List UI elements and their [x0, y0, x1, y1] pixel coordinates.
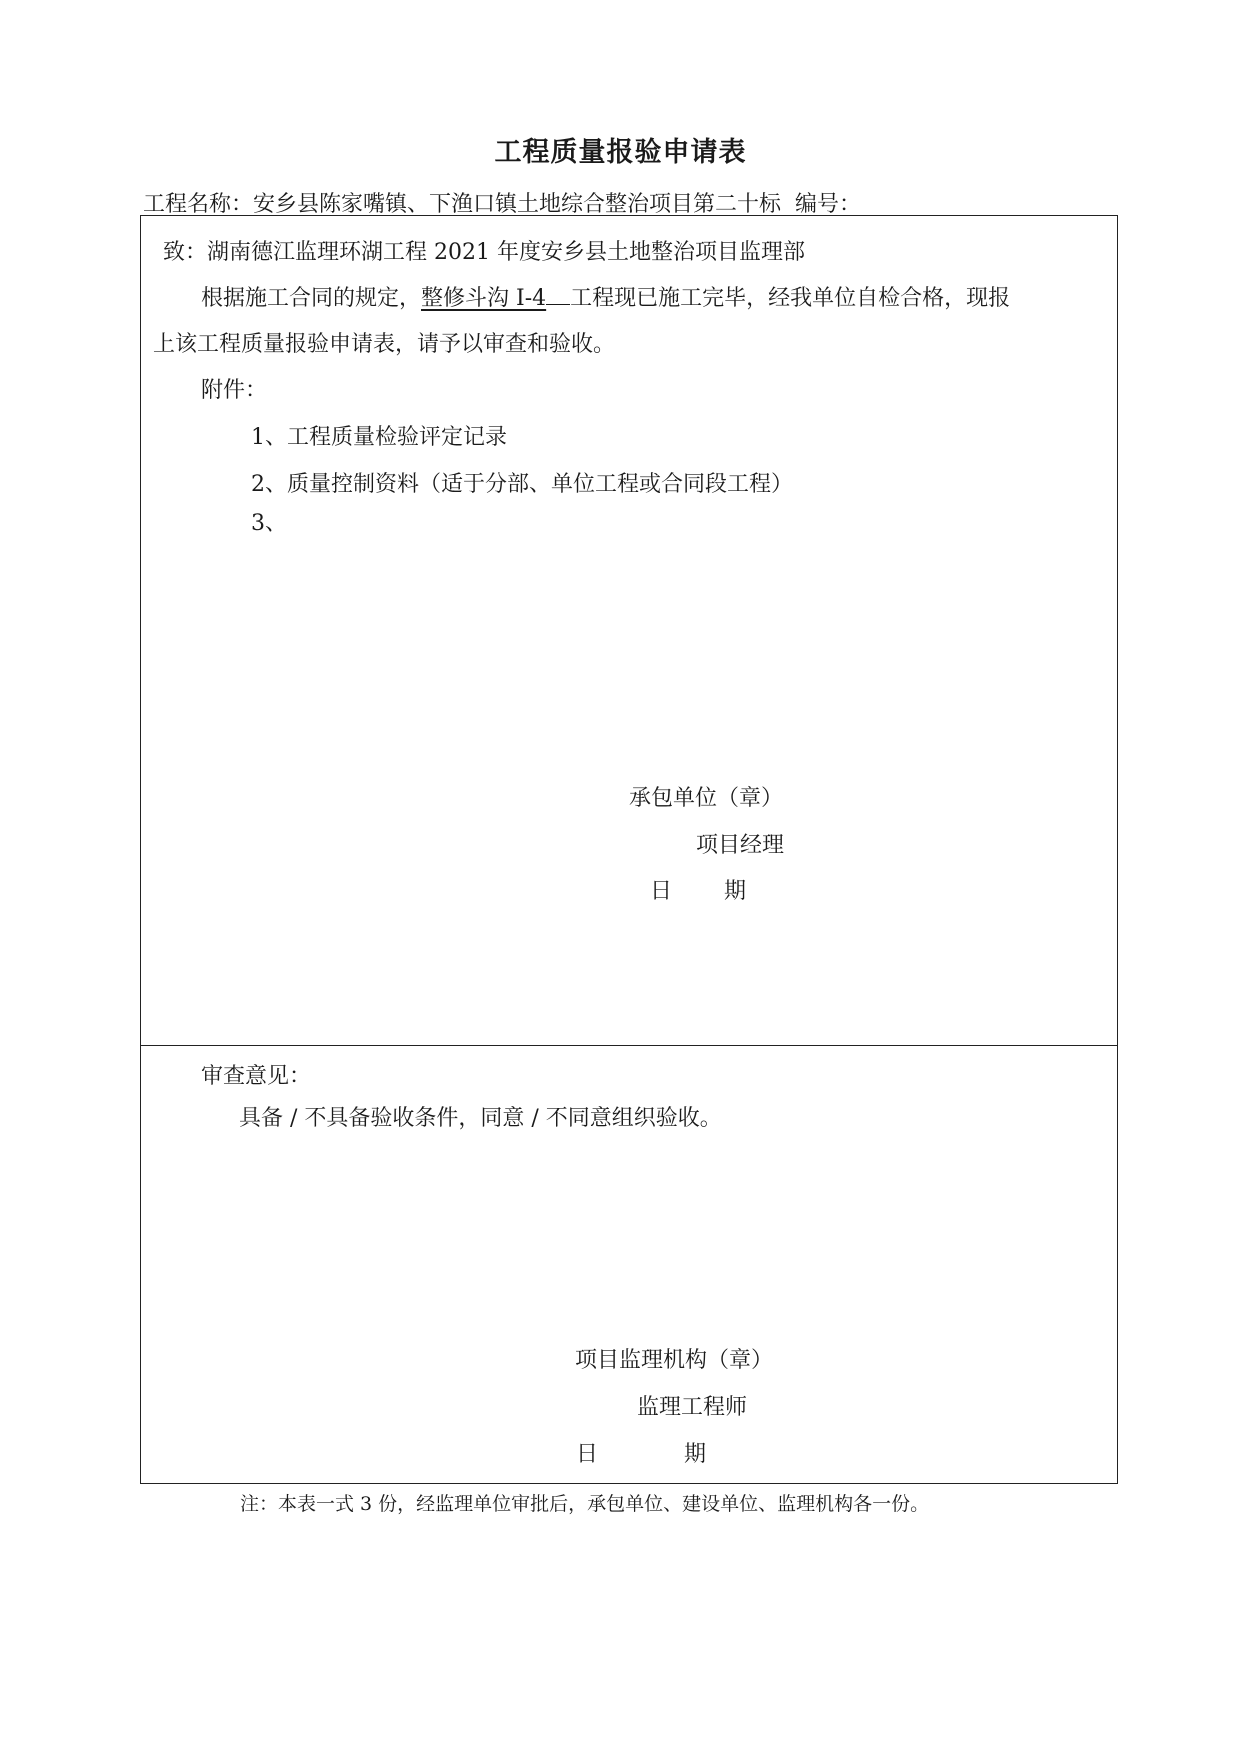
work-item: 整修斗沟 I-4: [421, 286, 547, 311]
attachment-item-2: 2、质量控制资料（适于分部、单位工程或合同段工程）: [251, 472, 793, 497]
review-date-label-right: 期: [684, 1442, 707, 1467]
application-body-line2: 上该工程质量报验申请表，请予以审查和验收。: [153, 332, 616, 357]
project-name: 工程名称：安乡县陈家嘴镇、下渔口镇土地综合整治项目第二十标: [143, 192, 782, 217]
attachments-label: 附件：: [201, 378, 268, 403]
section-divider: [141, 1045, 1117, 1046]
application-body-line1: [201, 281, 1010, 312]
addressee: 致：湖南德江监理环湖工程 2021 年度安乡县土地整治项目监理部: [163, 240, 805, 265]
body-prefix: 根据施工合同的规定，: [201, 286, 422, 311]
review-label: 审查意见：: [201, 1064, 312, 1089]
project-manager-label: 项目经理: [696, 833, 785, 858]
supervising-engineer-label: 监理工程师: [637, 1395, 748, 1420]
body-suffix: 工程现已施工完毕，经我单位自检合格，现报: [570, 286, 1011, 311]
project-line: [143, 187, 861, 218]
review-date-label-left: 日: [576, 1442, 599, 1467]
footnote: 注：本表一式 3 份，经监理单位审批后，承包单位、建设单位、监理机构各一份。: [240, 1493, 930, 1515]
date-label-left: 日: [650, 879, 673, 904]
attachment-item-3: 3、: [251, 511, 287, 536]
date-label-right: 期: [724, 879, 747, 904]
supervision-seal-label: 项目监理机构（章）: [575, 1348, 774, 1373]
review-opinion: 具备 / 不具备验收条件，同意 / 不同意组织验收。: [239, 1106, 722, 1131]
number-label: 编号：: [795, 192, 862, 217]
work-item-underline: [546, 284, 570, 305]
form-title: 工程质量报验申请表: [494, 137, 747, 168]
attachment-item-1: 1、工程质量检验评定记录: [251, 425, 507, 450]
form-table: [140, 215, 1118, 1484]
contractor-seal-label: 承包单位（章）: [629, 786, 784, 811]
